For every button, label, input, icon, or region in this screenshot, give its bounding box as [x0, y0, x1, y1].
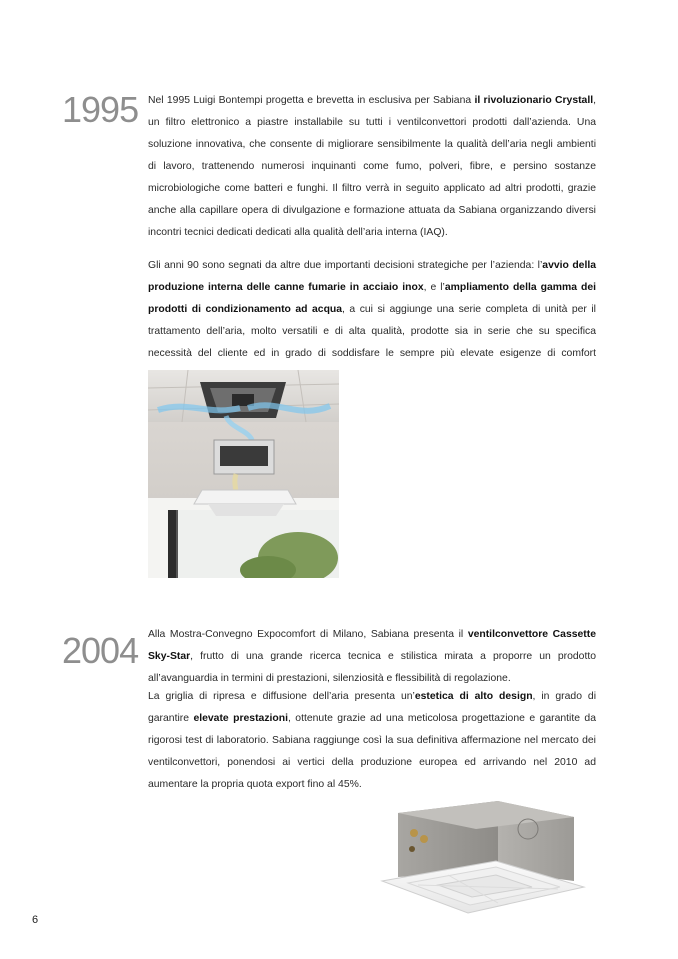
paragraph-2004-skystar [148, 624, 596, 690]
cassette-unit-illustration [378, 795, 588, 920]
bold-highlight: avvio della produzione interna delle canne fumarie in acciaio inox [148, 260, 596, 293]
paragraph-2004-design [148, 686, 596, 796]
cassette-skystar-product-image [378, 795, 588, 920]
ceiling-cassette-illustration [148, 370, 339, 578]
bold-highlight: elevate prestazioni [193, 713, 288, 724]
bold-highlight: il rivoluzionario Crystall [474, 95, 594, 106]
year-2004-heading: 2004 [62, 630, 139, 671]
paragraph-1995-nineties [148, 255, 596, 387]
text-run: Alla Mostra-Convegno Expocomfort di Milano, Sabiana presenta il [148, 629, 468, 640]
bold-highlight: ampliamento della gamma dei prodotti di condizionamento ad acqua [148, 282, 596, 315]
text-run: La griglia di ripresa e diffusione dell’aria presenta un’ [148, 691, 415, 702]
text-run: Gli anni 90 sono segnati da altre due importanti decisioni strategiche per l’azienda: l’ [148, 260, 543, 271]
paragraph-1995-crystall [148, 90, 596, 244]
bold-highlight: estetica di alto design [414, 691, 533, 702]
text-run: , e l’ [423, 282, 445, 293]
text-run: , frutto di una grande ricerca tecnica e stilistica mirata a proporre un prodotto all’avanguardia in termini di prestazioni, silenziosità e flessibilità di regolazione. [148, 651, 596, 684]
bold-highlight: ventilconvettore Cassette Sky-Star [148, 629, 596, 662]
page-number: 6 [32, 914, 39, 926]
text-run: , a cui si aggiunge una serie completa di unità per il trattamento dell’aria, molto versatili e di alta qualità, prodotte sia in serie che su specifica necessità del cliente ed in grado di soddisfare le sempre più elevate esigenze di comfort [148, 304, 596, 359]
text-run: Nel 1995 Luigi Bontempi progetta e brevetta in esclusiva per Sabiana [148, 95, 475, 106]
text-run: , ottenute grazie ad una meticolosa progettazione e garantite da rigorosi test di laboratorio. Sabiana raggiunge così la sua definitiva affermazione nel mercato dei ventilconvettori, ponendosi ai vertici della produzione europea ed arrivando nel 2010 ad aumentare la propria quota export fino al 45%. [148, 713, 596, 790]
ceiling-cassette-photo [148, 370, 339, 578]
text-run: , in grado di garantire [148, 691, 596, 724]
year-1995-heading: 1995 [62, 89, 139, 130]
text-run: , un filtro elettronico a piastre installabile su tutti i ventilconvettori prodotti dall’azienda. Una soluzione innovativa, che consente di migliorare sensibilmente la qualità dell’aria negli ambienti di lavoro, trattenendo numerosi inquinanti come fumo, polveri, fibre, e persino sostanze microbiologiche come batteri e funghi. Il filtro verrà in seguito applicato ad altri prodotti, grazie anche alla capillare opera di divulgazione e formazione attuata da Sabiana organizzando diversi incontri tecnici dedicati dedicati alla qualità dell’aria interna (IAQ). [148, 95, 597, 238]
